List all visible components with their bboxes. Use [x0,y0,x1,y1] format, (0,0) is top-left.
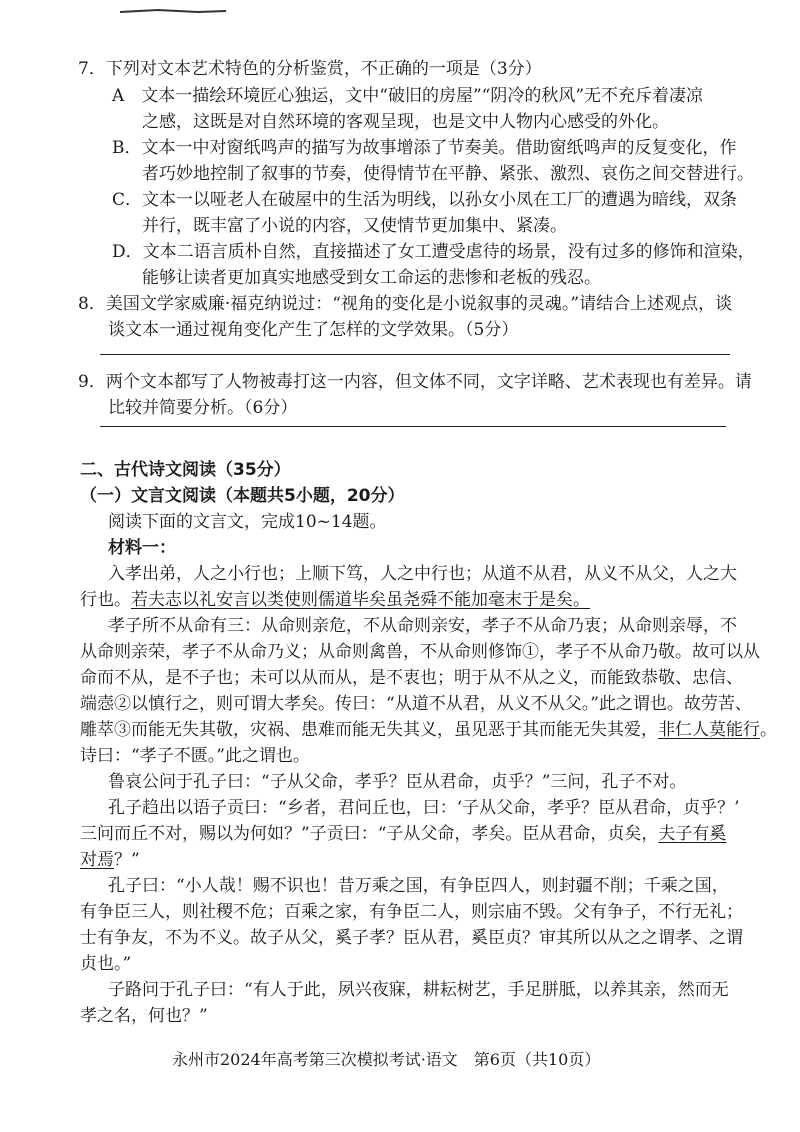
underlined-phrase-fuzi: 夫子有奚 [658,824,727,844]
passage-p6-line2: 孝之名，何也？” [80,1006,208,1026]
passage-p6-line1: 子路问于孔子曰：“有人于此，夙兴夜寐，耕耘树艺，手足胼胝，以养其亲，然而无 [108,980,729,1000]
underlined-phrase-duiyan: 对焉 [80,850,114,870]
passage-p4-line1: 孔子趋出以语子贡曰：“乡者，君问丘也，曰：‘子从父命，孝乎？臣从君命，贞乎？’ [108,798,740,818]
q8-answer-line [100,354,730,355]
section2-instruction: 阅读下面的文言文，完成10~14题。 [108,512,387,532]
passage-p4-line3-end: ？” [114,850,140,870]
q7-option-d-line1: D．文本二语言质朴自然，直接描述了女工遭受虐待的场景，没有过多的修饰和渲染， [112,242,755,262]
passage-p1-line1: 入孝出弟，人之小行也；上顺下笃，人之中行也；从道不从君，从义不从父，人之大 [108,564,737,584]
passage-p4-line2 [80,822,726,846]
passage-p5-line2: 有争臣三人，则社稷不危；百乘之家，有争臣二人，则宗庙不毁。父有争子，不行无礼； [80,902,743,922]
material-one-label: 材料一： [108,538,176,558]
passage-p4-line2-text: 三问而丘不对，赐以为何如？”子贡曰：“子从父命，孝矣。臣从君命，贞矣， [80,824,659,844]
passage-p2-line2: 从命则亲荣，孝子不从命乃义；从命则禽兽，不从命则修饰①，孝子不从命乃敬。故可以从 [80,642,760,662]
passage-p2-line3: 命而不从，是不子也；未可以从而从，是不衷也；明于从不从之义，而能致恭敬、忠信、 [80,668,743,688]
section2-title: 二、古代诗文阅读（35分） [80,460,291,480]
passage-p1-line2 [80,588,590,612]
q9-line2: 比较并简要分析。（6分） [108,398,298,418]
passage-p4-line3 [80,848,140,872]
passage-p2-line5 [80,718,777,742]
passage-p1-line2-text: 行也。 [80,590,131,610]
q7-option-b-line1: B．文本一中对窗纸鸣声的描写为故事增添了节奏美。借助窗纸鸣声的反复变化，作 [112,138,737,158]
passage-p3: 鲁哀公问于孔子曰：“子从父命，孝乎？臣从君命，贞乎？”三问，孔子不对。 [108,772,687,792]
q9-answer-line [100,426,726,427]
q7-option-b-line2: 者巧妙地控制了叙事的节奏，使得情节在平静、紧张、激烈、哀伤之间交替进行。 [142,164,754,184]
passage-p5-line1: 孔子曰：“小人哉！赐不识也！昔万乘之国，有争臣四人，则封疆不削；千乘之国， [108,876,729,896]
q7-stem: 7．下列对文本艺术特色的分析鉴赏，不正确的一项是（3分） [78,59,542,79]
q8-line2: 谈文本一通过视角变化产生了怎样的文学效果。（5分） [108,320,519,340]
page-footer: 永州市2024年高考第三次模拟考试·语文 第6页（共10页） [172,1050,601,1069]
section2-subtitle: （一）文言文阅读（本题共5小题，20分） [80,486,405,506]
q7-option-c-line2: 并行，既丰富了小说的内容，又使情节更加集中、紧凑。 [142,216,567,236]
q7-option-a-line1: A 文本一描绘环境匠心独运，文中“破旧的房屋”“阴冷的秋风”无不充斥着凄凉 [112,86,704,106]
q8-line1: 8．美国文学家威廉·福克纳说过：“视角的变化是小说叙事的灵魂。”请结合上述观点，谈 [78,294,733,314]
q7-option-d-line2: 能够让读者更加真实地感受到女工命运的悲惨和老板的残忍。 [142,268,601,288]
q9-line1: 9．两个文本都写了人物被毒打这一内容，但文体不同，文字详略、艺术表现也有差异。请 [78,372,752,392]
q7-option-c-line1: C．文本一以哑老人在破屋中的生活为明线，以孙女小凤在工厂的遭遇为暗线，双条 [112,190,738,210]
passage-p2-line4: 端悫②以慎行之，则可谓大孝矣。传曰：“从道不从君，从义不从父。”此之谓也。故劳苦、 [80,694,752,714]
passage-p2-line6: 诗曰：“孝子不匮。”此之谓也。 [80,746,310,766]
passage-p5-line4: 贞也。” [80,954,132,974]
passage-p2-line5-end: 。 [760,720,777,740]
passage-p5-line3: 士有争友，不为不义。故子从父，奚子孝？臣从君，奚臣贞？审其所以从之之谓孝、之谓 [80,928,743,948]
underlined-phrase-ren: 非仁人莫能行 [658,720,760,740]
passage-p2-line5-text: 雕萃③而能无失其敬，灾祸、患难而能无失其义，虽见恶于其而能无失其爱， [80,720,658,740]
underlined-sentence-10: 若夫志以礼安言以类使则儒道毕矣虽尧舜不能加毫末于是矣。 [131,590,590,610]
q7-option-a-line2: 之感，这既是对自然环境的客观呈现，也是文中人物内心感受的外化。 [142,112,669,132]
passage-p2-line1: 孝子所不从命有三：从命则亲危，不从命则亲安，孝子不从命乃衷；从命则亲辱，不 [108,616,737,636]
top-edge-mark [118,0,228,6]
